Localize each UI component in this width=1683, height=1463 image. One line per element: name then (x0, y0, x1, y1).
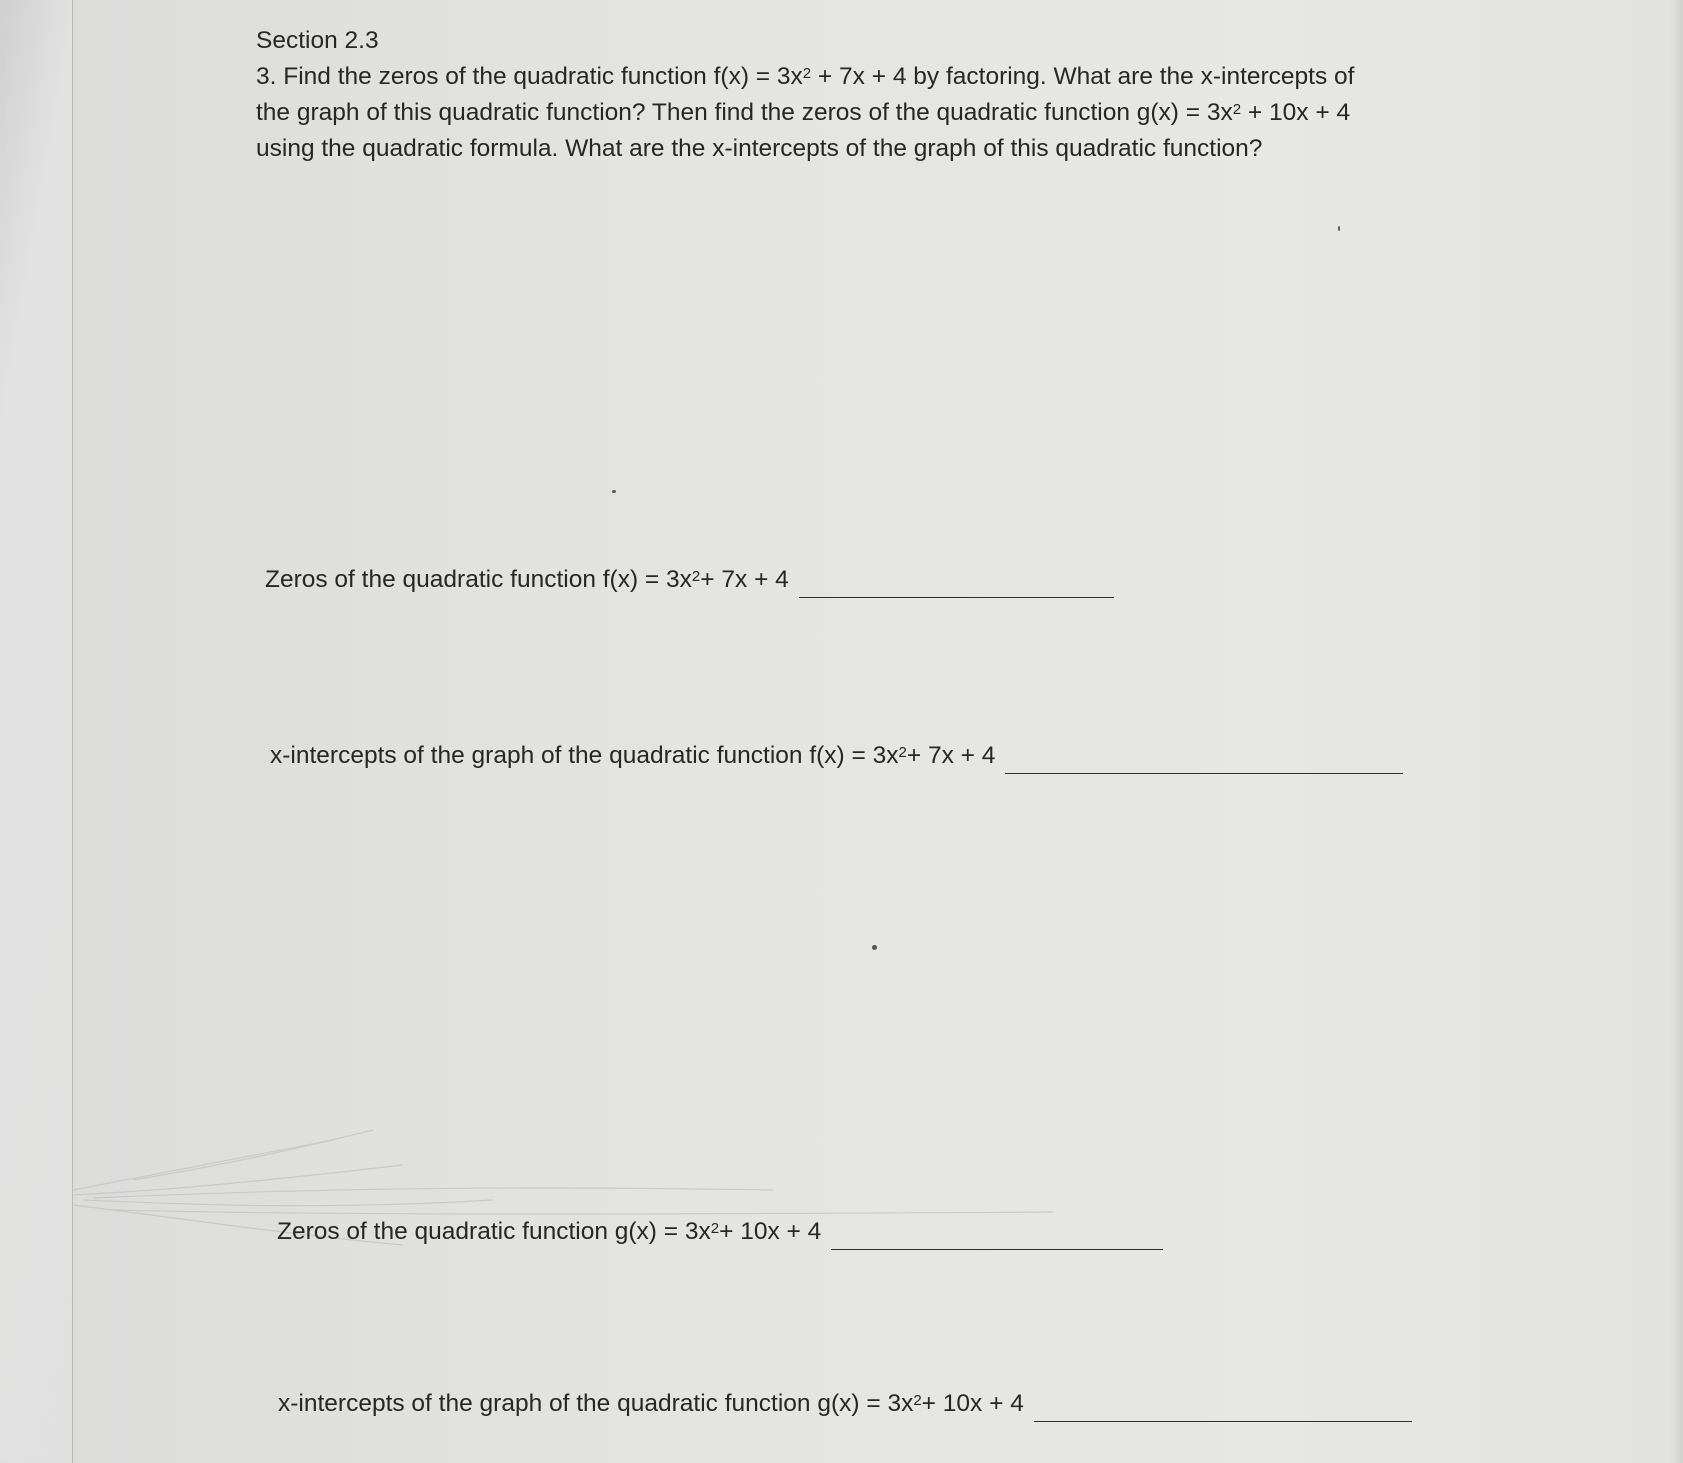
section-title: Section 2.3 (256, 27, 379, 54)
question-line-1 (256, 59, 1354, 96)
exponent: 2 (1232, 101, 1242, 118)
answer-row-zeros-f (265, 562, 1114, 598)
exponent: 2 (913, 1392, 922, 1409)
paper-speck (872, 945, 877, 950)
exponent: 2 (691, 568, 701, 585)
answer-blank-zeros-g[interactable] (831, 1219, 1163, 1250)
answer-blank-xint-g[interactable] (1034, 1391, 1412, 1422)
question-line-3: using the quadratic formula. What are the x-intercepts of the graph of this quadratic function? (256, 135, 1263, 162)
answer-label: + 10x + 4 (719, 1218, 822, 1245)
answer-blank-xint-f[interactable] (1005, 743, 1403, 774)
exponent: 2 (898, 744, 907, 761)
answer-label: x-intercepts of the graph of the quadratic function g(x) = 3x (278, 1390, 914, 1417)
answer-label: Zeros of the quadratic function f(x) = 3x (265, 566, 692, 593)
answer-row-xint-g (278, 1386, 1412, 1422)
question-text: the graph of this quadratic function? Then find the zeros of the quadratic function g(x) = 3x (256, 99, 1233, 126)
answer-row-xint-f (270, 738, 1403, 774)
paper-speck (1338, 226, 1340, 231)
exponent: 2 (802, 65, 812, 82)
question-text: 3. Find the zeros of the quadratic function f(x) = 3x (256, 63, 803, 90)
answer-blank-zeros-f[interactable] (799, 567, 1114, 598)
question-text: + 10x + 4 (1241, 99, 1351, 126)
answer-row-zeros-g (277, 1214, 1163, 1250)
page-edge-shadow (1670, 0, 1683, 1463)
answer-label: + 7x + 4 (906, 742, 996, 769)
question-line-2 (256, 95, 1350, 132)
paper-speck (612, 490, 616, 493)
answer-label: x-intercepts of the graph of the quadratic function f(x) = 3x (270, 742, 899, 769)
answer-label: + 7x + 4 (700, 566, 789, 593)
answer-label: + 10x + 4 (921, 1390, 1024, 1417)
question-text: + 7x + 4 by factoring. What are the x-intercepts of (811, 63, 1355, 90)
answer-label: Zeros of the quadratic function g(x) = 3x (277, 1218, 711, 1245)
exponent: 2 (710, 1220, 720, 1237)
